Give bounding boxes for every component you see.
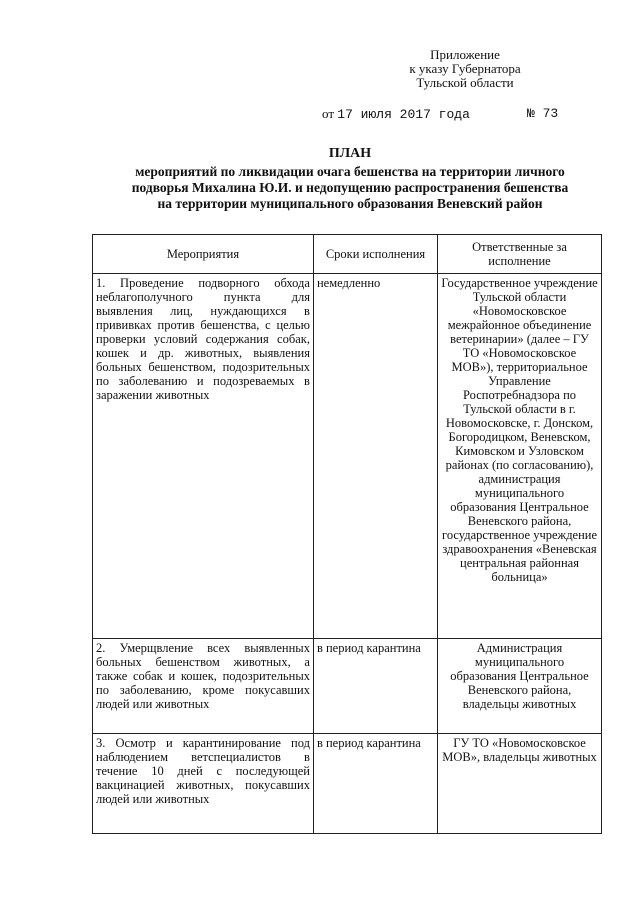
document-title xyxy=(80,146,620,212)
decree-date: 17 июля 2017 года xyxy=(337,107,470,122)
table-row xyxy=(93,274,602,639)
title-line-1: мероприятий по ликвидации очага бешенства на территории личного xyxy=(135,164,565,179)
table-header-row xyxy=(93,235,602,274)
table-row xyxy=(93,734,602,834)
term-cell: немедленно xyxy=(313,274,437,639)
decree-date-line xyxy=(322,106,559,122)
responsible-cell: ГУ ТО «Новомосковское МОВ», владельцы животных xyxy=(438,734,602,834)
measure-cell: 2. Умерщвление всех выявленных больных бешенством животных, а также собак и кошек, подозрительных по заболеванию, кроме покусавших людей или животных xyxy=(93,639,314,734)
header-deadlines: Сроки исполнения xyxy=(313,235,437,274)
header-responsible: Ответственные за исполнение xyxy=(438,235,602,274)
table-row xyxy=(93,639,602,734)
measures-table xyxy=(92,234,602,834)
title-heading: ПЛАН xyxy=(328,146,372,161)
title-line-2: подворья Михалина Ю.И. и недопущению распространения бешенства xyxy=(131,180,569,195)
term-cell: в период карантина xyxy=(313,639,437,734)
appendix-block xyxy=(390,48,540,90)
term-cell: в период карантина xyxy=(313,734,437,834)
appendix-line-1: Приложение xyxy=(430,47,500,62)
measure-cell: 1. Проведение подворного обхода неблагополучного пункта для выявления лиц, нуждающихся в прививках против бешенства, с целью проверки условий содержания собак, кошек и др. животных, выявления больных бешенством, подозрительных по заболеванию и подозреваемых в заражении животных xyxy=(93,274,314,639)
decree-date-prefix: от xyxy=(322,106,335,121)
decree-number: № 73 xyxy=(527,106,559,121)
measure-cell: 3. Осмотр и карантинирование под наблюдением ветспециалистов в течение 10 дней с последующей вакцинацией животных, покусавших людей или животных xyxy=(93,734,314,834)
appendix-line-3: Тульской области xyxy=(416,75,514,90)
appendix-line-2: к указу Губернатора xyxy=(409,61,521,76)
title-line-3: на территории муниципального образования Веневский район xyxy=(157,196,543,211)
responsible-cell: Администрация муниципального образования Центральное Веневского района, владельцы животных xyxy=(438,639,602,734)
header-measures: Мероприятия xyxy=(93,235,314,274)
responsible-cell: Государственное учреждение Тульской области «Новомосковское межрайонное объединение ветеринарии» (далее – ГУ ТО «Новомосковское МОВ»), территориальное Управление Роспотребнадзора по Тульской области в г. Новомосковске, г. Донском, Богородицком, Веневском, Кимовском и Узловском районах (по согласованию), администрация муниципального образования Центральное Веневского района, государственное учреждение здравоохранения «Веневская центральная районная больница» xyxy=(438,274,602,639)
